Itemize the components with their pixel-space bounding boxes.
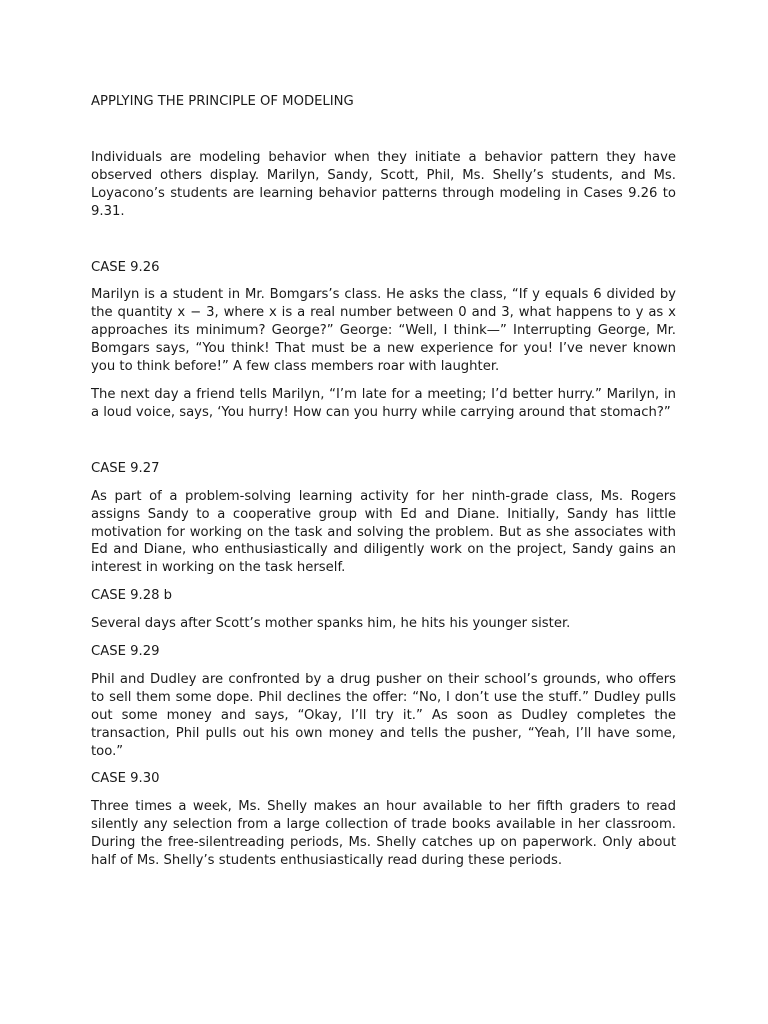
case-heading: CASE 9.28 b: [91, 588, 173, 604]
document-title: APPLYING THE PRINCIPLE OF MODELING: [91, 94, 354, 109]
case-9-30: [91, 770, 676, 870]
case-paragraph: Phil and Dudley are confronted by a drug pusher on their school’s grounds, who offers to sell them some dope. Phil declines the offer: “No, I don’t use the stuff.” Dudley pulls out some money and says, “Okay, I’ll try it.” As soon as Dudley completes the transaction, Phil pulls out his own money and tells the pusher, “Yeah, I’ll have some, too.”: [91, 671, 676, 759]
case-heading: CASE 9.30: [91, 771, 160, 787]
case-9-28: [91, 587, 676, 633]
case-paragraph: As part of a problem-solving learning activity for her ninth-grade class, Ms. Rogers assigns Sandy to a cooperative group with Ed and Diane. Initially, Sandy has little motivation for working on the task and solving the problem. But as she associates with Ed and Diane, who enthusiastically and diligently work on the project, Sandy gains an interest in working on the task herself.: [91, 488, 676, 576]
case-heading: CASE 9.27: [91, 460, 160, 476]
case-heading: CASE 9.26: [91, 259, 160, 275]
case-paragraph: Three times a week, Ms. Shelly makes an hour available to her fifth graders to read silently any selection from a large collection of trade books available in her classroom. During the free-silentreading periods, Ms. Shelly catches up on paperwork. Only about half of Ms. Shelly’s students enthusiastically read during these periods.: [91, 799, 676, 869]
document-page: [91, 93, 676, 870]
case-9-29: [91, 643, 676, 760]
case-heading: CASE 9.29: [91, 644, 160, 660]
case-paragraph: Several days after Scott’s mother spanks him, he hits his younger sister.: [91, 616, 571, 632]
intro-paragraph: Individuals are modeling behavior when they initiate a behavior pattern they have observed others display. Marilyn, Sandy, Scott, Phil, Ms. Shelly’s students, and Ms. Loyacono’s students are learning behavior patterns through modeling in Cases 9.26 to 9.31.: [91, 149, 676, 219]
case-9-27: [91, 460, 676, 577]
case-9-26: [91, 259, 676, 422]
case-paragraph: The next day a friend tells Marilyn, “I’m late for a meeting; I’d better hurry.” Marilyn, in a loud voice, says, ‘You hurry! How can you hurry while carrying around that stomach?”: [91, 386, 676, 420]
case-paragraph: Marilyn is a student in Mr. Bomgars’s class. He asks the class, “If y equals 6 divided by the quantity x − 3, where x is a real number between 0 and 3, what happens to y as x approaches its minimum? George?” George: “Well, I think—” Interrupting George, Mr. Bomgars says, “You think! That must be a new experience for you! I’ve never known you to think before!” A few class members roar with laughter.: [91, 287, 676, 375]
